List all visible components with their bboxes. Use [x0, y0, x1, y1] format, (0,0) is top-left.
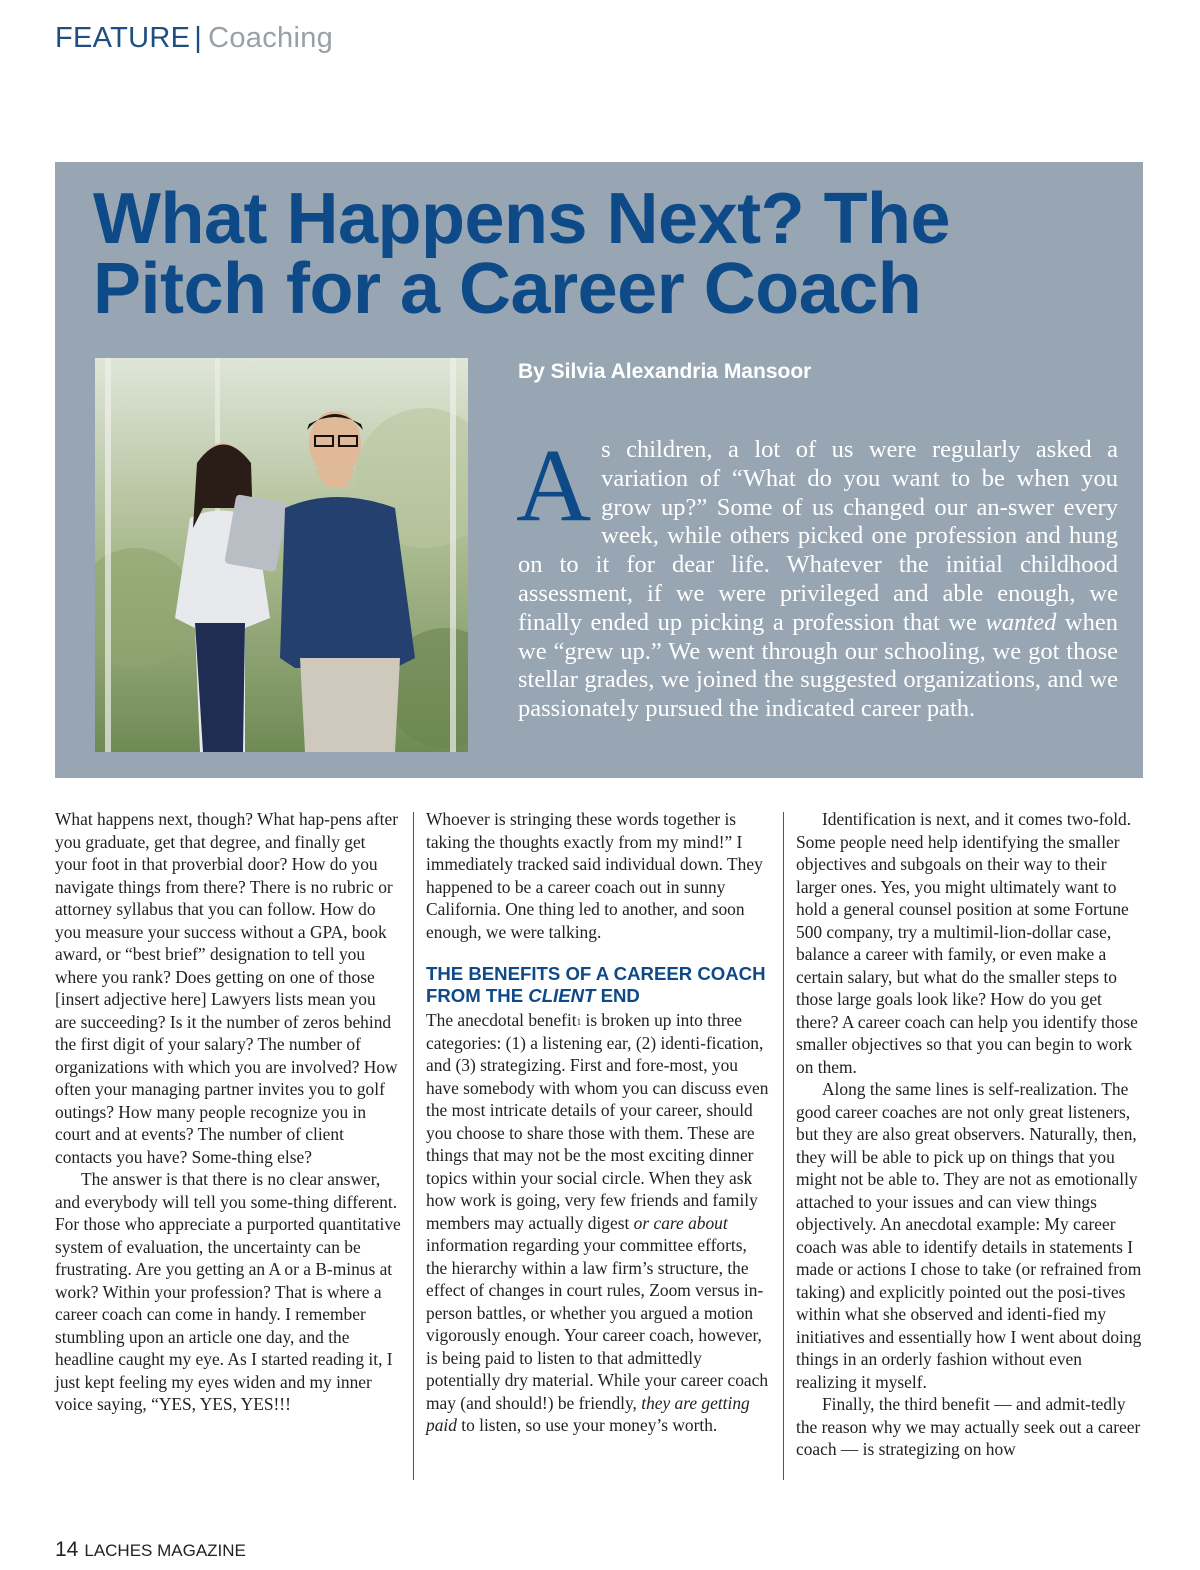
subhead-text-1: THE BENEFITS OF A CAREER COACH FROM THE	[426, 963, 766, 1006]
col2-p2-italic-2: they are getting paid	[426, 1392, 750, 1435]
col1-paragraph-2: The answer is that there is no clear answer, and everybody will tell you some-thing different. For those who appreciate a purported quantitative system of evaluation, the uncertainty can be frustrating. Are you getting an A or a B-minus at work? Within your profession? That is where a career coach can come in handy. I remember stumbling upon an article one day, and the headline caught my eye. As I started reading it, I just kept feeling my eyes widen and my inner voice saying, “YES, YES, YES!!!	[55, 1169, 401, 1414]
subsection-label: Coaching	[208, 22, 334, 54]
page-footer	[55, 1538, 246, 1562]
col3-paragraph-3: Finally, the third benefit — and admit-tedly the reason why we may actually seek out a career coach — is strategizing on how	[796, 1394, 1141, 1459]
lede-text-2: when we “grew up.” We went through our schooling, we got those stellar grades, we joined the suggested organizations, and we passionately pursued the indicated career path.	[518, 608, 1119, 723]
col2-paragraph-1: Whoever is stringing these words together is taking the thoughts exactly from my mind!” I immediately tracked said individual down. They happened to be a career coach out in sunny California. One thing led to another, and soon enough, we were talking.	[426, 809, 763, 942]
lede-emphasis: wanted	[985, 608, 1057, 636]
column-3	[796, 808, 1142, 1461]
section-subhead	[426, 963, 772, 1007]
section-separator: |	[194, 22, 203, 54]
col2-p2-text-b: is broken up into three categories: (1) a listening ear, (2) identi-fication, and (3) strategizing. First and fore-most, you have somebody with whom you can discuss even the most intricate details of your career, should you choose to share those with them. These are things that may not be the most exciting dinner topics within your social circle. When they ask how work is going, very few friends and family members may actually digest	[426, 1010, 769, 1233]
col3-paragraph-2: Along the same lines is self-realization. The good career coaches are not only great listeners, but they are also great observers. Naturally, then, they will be able to pick up on things that you might not be able to. They are not as emotionally attached to your issues and can view things objectively. An anecdotal example: My career coach was able to identify details in statements I made or actions I chose to take (or refrained from taking) and explicitly pointed out the posi-tives within what she observed and identi-fied my initiatives and essentially how I went about doing things in an orderly fashion without even realizing it myself.	[796, 1079, 1142, 1392]
page-number: 14	[55, 1538, 79, 1561]
subhead-emphasis: CLIENT	[528, 985, 596, 1006]
col3-paragraph-1: Identification is next, and it comes two-fold. Some people need help identifying the smaller objectives and subgoals on their way to their larger ones. Yes, you might ultimately want to hold a general counsel position at some Fortune 500 company, try a multimil-lion-dollar case, balance a career with family, or even make a certain salary, but what do the smaller steps to those large goals look like? How do you get there? A career coach can help you identify those smaller objectives so that you can begin to work on them.	[796, 809, 1138, 1077]
article-title	[93, 179, 1103, 329]
drop-cap: A	[516, 428, 592, 543]
footnote-marker: 1	[576, 1017, 582, 1027]
column-2	[426, 808, 772, 1437]
article-title-line1: What Happens Next? The	[93, 179, 951, 259]
column-1	[55, 808, 401, 1416]
col1-paragraph-1: What happens next, though? What hap-pens after you graduate, get that degree, and finally get your foot in that proverbial door? How do you navigate things from there? There is no rubric or attorney syllabus that you can follow. How do you measure your success without a GPA, book award, or “best brief” designation to tell you where you rank? Does getting on one of those [insert adjective here] Lawyers lists mean you are succeeding? Is it the number of zeros behind the first digit of your salary? The number of organizations with which you are involved? How often your managing partner invites you to golf outings? How many people recognize you in court and at events? The number of client contacts you have? Some-thing else?	[55, 809, 399, 1167]
col2-p2-text-d: to listen, so use your money’s worth.	[456, 1415, 718, 1435]
article-title-line2: Pitch for a Career Coach	[93, 249, 922, 329]
lede-text-1: s children, a lot of us were regularly asked a variation of “What do you want to be when you grow up?” Some of us changed our an-swer every week, while others picked one profession and hung on to it for dear life. Whatever the initial childhood assessment, if we were privileged and able enough, we finally ended up picking a profession that we	[518, 436, 1118, 636]
col2-paragraph-2	[426, 1009, 772, 1437]
column-divider-2	[783, 812, 784, 1480]
photo-two-professionals	[95, 358, 468, 752]
hero-banner	[55, 162, 1143, 778]
publication-name: LACHES MAGAZINE	[84, 1541, 246, 1560]
section-label: FEATURE	[55, 22, 191, 54]
col2-p2-italic-1: or care about	[633, 1212, 728, 1233]
column-divider-1	[413, 812, 414, 1480]
byline: By Silvia Alexandria Mansoor	[518, 360, 812, 383]
lede-paragraph	[516, 428, 1119, 724]
subhead-text-2: END	[595, 985, 640, 1006]
col2-p2-text-a: The anecdotal benefit	[426, 1010, 577, 1030]
section-tag	[55, 22, 333, 55]
col2-p2-text-c: information regarding your committee efforts, the hierarchy within a law firm’s structure, the effect of changes in court rules, Zoom versus in-person battles, or whether you argued a motion vigorously enough. Your career coach, however, is being paid to listen to that admittedly potentially dry material. While your career coach may (and should!) be friendly,	[426, 1235, 769, 1413]
article-photo	[95, 358, 468, 752]
